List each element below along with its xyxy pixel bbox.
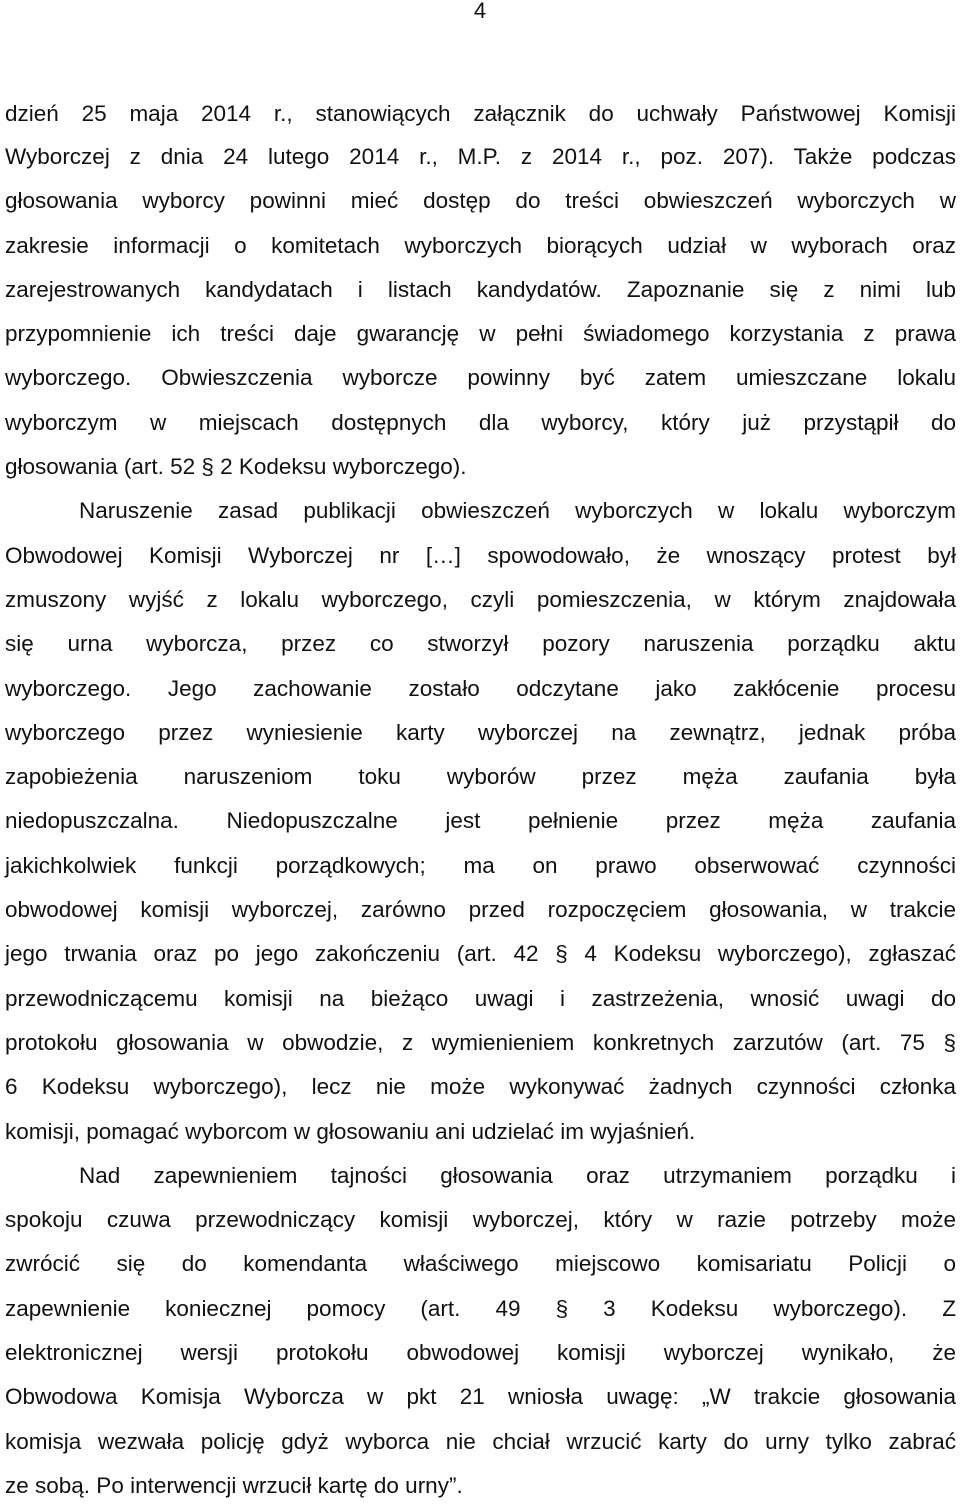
text-line: obwodowej komisji wyborczej, zarówno przed rozpoczęciem głosowania, w trakcie <box>5 897 956 923</box>
text-line: głosowania wyborcy powinni mieć dostęp do treści obwieszczeń wyborczych w <box>5 188 956 214</box>
text-line: Wyborczej z dnia 24 lutego 2014 r., M.P. z 2014 r., poz. 207). Także podczas <box>5 144 956 169</box>
document-body <box>5 93 956 1508</box>
text-line: niedopuszczalna. Niedopuszczalne jest pełnienie przez męża zaufania <box>5 808 956 834</box>
text-line: zakresie informacji o komitetach wyborczych biorących udział w wyborach oraz <box>5 232 956 258</box>
text-line: Obwodowa Komisja Wyborcza w pkt 21 wniosła uwagę: „W trakcie głosowania <box>5 1384 956 1410</box>
text-line: wyborczego. Jego zachowanie zostało odczytane jako zakłócenie procesu <box>5 675 956 701</box>
page-number: 4 <box>473 0 487 23</box>
text-line: wyborczego. Obwieszczenia wyborcze powinny być zatem umieszczane lokalu <box>5 365 956 391</box>
text-line: Nad zapewnieniem tajności głosowania oraz utrzymaniem porządku i <box>79 1162 956 1188</box>
text-line: przypomnienie ich treści daje gwarancję w pełni świadomego korzystania z prawa <box>5 321 956 347</box>
text-line: wyborczego przez wyniesienie karty wyborczej na zewnątrz, jednak próba <box>5 719 956 745</box>
text-line: 6 Kodeksu wyborczego), lecz nie może wykonywać żadnych czynności członka <box>5 1074 956 1100</box>
text-line: jakichkolwiek funkcji porządkowych; ma on prawo obserwować czynności <box>5 852 956 878</box>
text-line: komisja wezwała policję gdyż wyborca nie chciał wrzucić karty do urny tylko zabrać <box>5 1428 956 1454</box>
text-line: zwrócić się do komendanta właściwego miejscowo komisariatu Policji o <box>5 1251 956 1277</box>
text-line: dzień 25 maja 2014 r., stanowiących załącznik do uchwały Państwowej Komisji <box>5 101 956 126</box>
text-line: głosowania (art. 52 § 2 Kodeksu wyborczego). <box>5 454 467 480</box>
text-line: ze sobą. Po interwencji wrzucił kartę do urny”. <box>5 1472 463 1498</box>
text-line: spokoju czuwa przewodniczący komisji wyborczej, który w razie potrzeby może <box>5 1207 956 1233</box>
text-line: wyborczym w miejscach dostępnych dla wyborcy, który już przystąpił do <box>5 409 956 435</box>
text-line: Obwodowej Komisji Wyborczej nr […] spowodowało, że wnoszący protest był <box>5 542 956 568</box>
text-line: zapewnienie koniecznej pomocy (art. 49 § 3 Kodeksu wyborczego). Z <box>5 1295 956 1321</box>
text-line: komisji, pomagać wyborcom w głosowaniu ani udzielać im wyjaśnień. <box>5 1118 696 1144</box>
text-line: przewodniczącemu komisji na bieżąco uwagi i zastrzeżenia, wnosić uwagi do <box>5 985 956 1011</box>
text-line: Naruszenie zasad publikacji obwieszczeń wyborczych w lokalu wyborczym <box>79 498 956 524</box>
text-line: zarejestrowanych kandydatach i listach kandydatów. Zapoznanie się z nimi lub <box>5 276 956 302</box>
text-line: zmuszony wyjść z lokalu wyborczego, czyli pomieszczenia, w którym znajdowała <box>5 586 956 612</box>
text-line: się urna wyborcza, przez co stworzył pozory naruszenia porządku aktu <box>5 631 956 657</box>
text-line: zapobieżenia naruszeniom toku wyborów przez męża zaufania była <box>5 764 956 790</box>
text-line: protokołu głosowania w obwodzie, z wymienieniem konkretnych zarzutów (art. 75 § <box>5 1029 956 1055</box>
text-line: elektronicznej wersji protokołu obwodowej komisji wyborczej wynikało, że <box>5 1340 956 1366</box>
text-line: jego trwania oraz po jego zakończeniu (art. 42 § 4 Kodeksu wyborczego), zgłaszać <box>5 941 956 967</box>
